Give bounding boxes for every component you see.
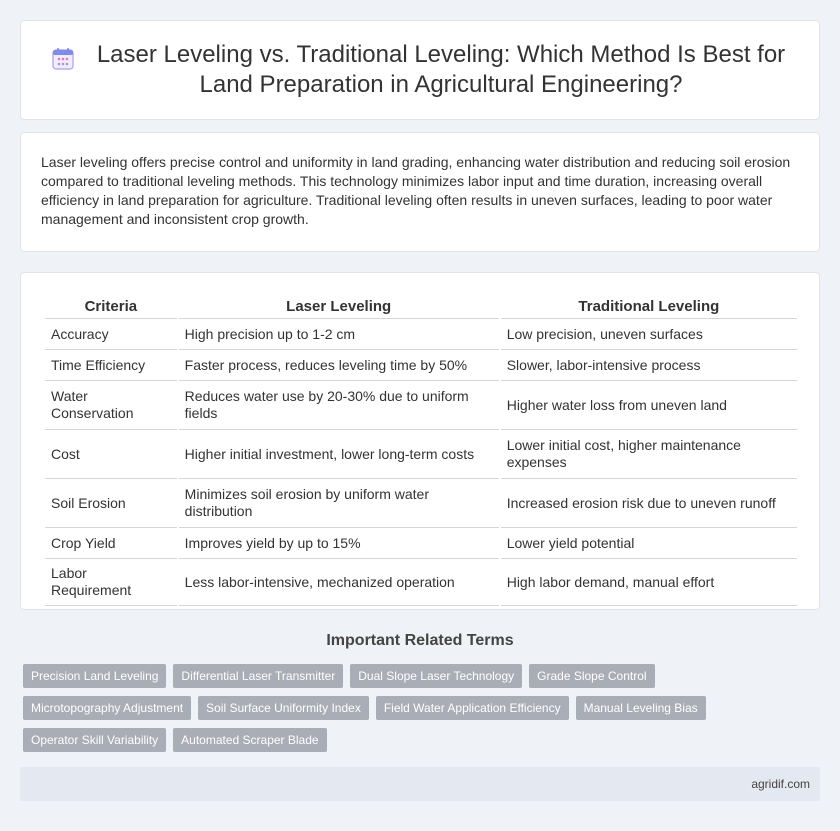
table-row <box>45 319 797 350</box>
header-criteria: Criteria <box>45 295 177 319</box>
table-cell: Higher water loss from uneven land <box>501 381 797 430</box>
table-row <box>45 381 797 430</box>
title-card <box>20 20 820 120</box>
table-cell: High labor demand, manual effort <box>501 559 797 606</box>
table-cell: Slower, labor-intensive process <box>501 350 797 381</box>
footer-site-link[interactable]: agridif.com <box>751 777 810 791</box>
page-title: Laser Leveling vs. Traditional Leveling: Which Method Is Best for Land Preparation in Agricultural Engineering? <box>96 41 786 98</box>
table-row <box>45 559 797 606</box>
tag-differential-laser-transmitter[interactable]: Differential Laser Transmitter <box>173 664 343 688</box>
tag-microtopography-adjustment[interactable]: Microtopography Adjustment <box>23 696 191 720</box>
tag-automated-scraper-blade[interactable]: Automated Scraper Blade <box>173 728 326 752</box>
table-cell: Lower yield potential <box>501 528 797 559</box>
table-cell: Lower initial cost, higher maintenance expenses <box>501 430 797 479</box>
footer <box>20 767 820 801</box>
related-terms-title: Important Related Terms <box>326 632 514 649</box>
tag-operator-skill-variability[interactable]: Operator Skill Variability <box>23 728 166 752</box>
table-row <box>45 528 797 559</box>
tag-soil-surface-uniformity-index[interactable]: Soil Surface Uniformity Index <box>198 696 369 720</box>
comparison-table <box>43 295 799 606</box>
intro-card <box>20 132 820 252</box>
table-cell: Faster process, reduces leveling time by 50% <box>179 350 499 381</box>
tag-manual-leveling-bias[interactable]: Manual Leveling Bias <box>576 696 706 720</box>
comparison-table-card <box>20 272 820 610</box>
table-row <box>45 479 797 528</box>
table-cell: Higher initial investment, lower long-term costs <box>179 430 499 479</box>
table-row <box>45 350 797 381</box>
table-cell: Less labor-intensive, mechanized operation <box>179 559 499 606</box>
calendar-icon <box>50 46 76 72</box>
table-cell: Increased erosion risk due to uneven runoff <box>501 479 797 528</box>
related-terms-tags <box>23 664 823 760</box>
table-cell: Low precision, uneven surfaces <box>501 319 797 350</box>
intro-paragraph: Laser leveling offers precise control and uniformity in land grading, enhancing water distribution and reducing soil erosion compared to traditional leveling methods. This technology minimizes labor input and time duration, increasing overall efficiency in land preparation for agriculture. Traditional leveling often results in uneven surfaces, leading to poor water management and inconsistent crop growth. <box>41 154 791 227</box>
table-header-row <box>45 295 797 319</box>
table-cell: Cost <box>45 430 177 479</box>
table-cell: Soil Erosion <box>45 479 177 528</box>
table-cell: Water Conservation <box>45 381 177 430</box>
table-cell: Time Efficiency <box>45 350 177 381</box>
table-cell: Labor Requirement <box>45 559 177 606</box>
table-cell: Minimizes soil erosion by uniform water distribution <box>179 479 499 528</box>
tag-precision-land-leveling[interactable]: Precision Land Leveling <box>23 664 166 688</box>
table-row <box>45 430 797 479</box>
tag-grade-slope-control[interactable]: Grade Slope Control <box>529 664 654 688</box>
table-cell: Reduces water use by 20-30% due to uniform fields <box>179 381 499 430</box>
table-cell: Crop Yield <box>45 528 177 559</box>
table-cell: Improves yield by up to 15% <box>179 528 499 559</box>
header-laser-leveling: Laser Leveling <box>179 295 499 319</box>
header-traditional-leveling: Traditional Leveling <box>501 295 797 319</box>
tag-dual-slope-laser-technology[interactable]: Dual Slope Laser Technology <box>350 664 522 688</box>
table-cell: High precision up to 1-2 cm <box>179 319 499 350</box>
table-cell: Accuracy <box>45 319 177 350</box>
tag-field-water-application-efficiency[interactable]: Field Water Application Efficiency <box>376 696 569 720</box>
